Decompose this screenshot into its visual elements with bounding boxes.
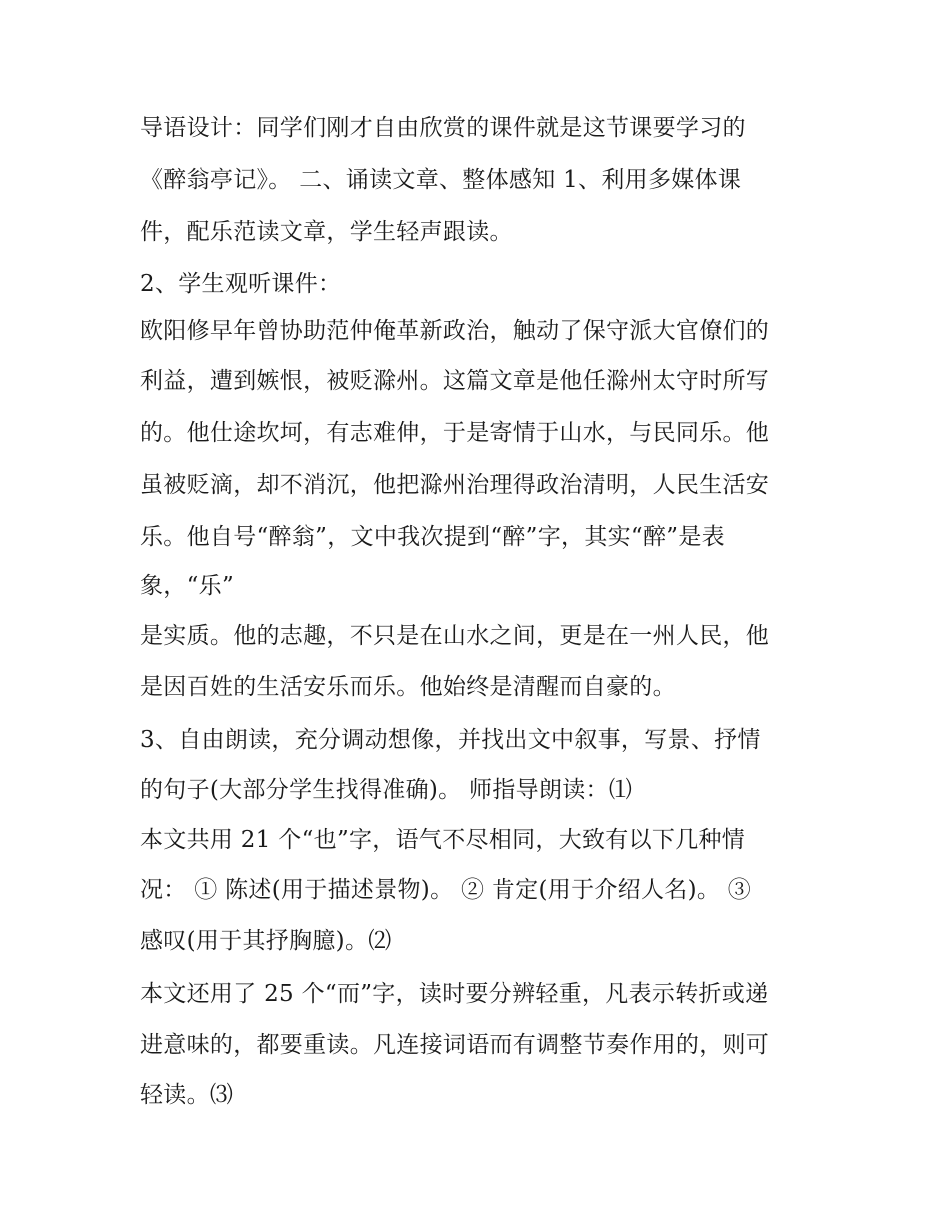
text-line-3: 件，配乐范读文章，学生轻声跟读。	[140, 219, 513, 245]
text-line-12: 是因百姓的生活安乐而乐。他始终是清醒而自豪的。	[140, 674, 676, 700]
text-line-9: 乐。他自号“醉翁”，文中我次提到“醉”字，其实“醉”是表	[140, 524, 725, 550]
text-line-17: 感叹(用于其抒胸臆)。⑵	[140, 928, 392, 954]
text-line-13: 3、自由朗读，充分调动想像，并找出文中叙事，写景、抒情	[140, 727, 761, 753]
text-line-7: 的。他仕途坎坷，有志难伸，于是寄情于山水，与民同乐。他	[140, 420, 770, 446]
text-line-8: 虽被贬滴，却不消沉，他把滁州治理得政治清明，人民生活安	[140, 472, 770, 498]
text-line-4: 2、学生观听课件：	[140, 271, 342, 297]
text-line-18: 本文还用了 25 个“而”字，读时要分辨轻重，凡表示转折或递	[140, 981, 769, 1007]
text-line-16: 况： ① 陈述(用于描述景物)。 ② 肯定(用于介绍人名)。 ③	[140, 877, 752, 903]
text-line-11: 是实质。他的志趣，不只是在山水之间，更是在一州人民，他	[140, 623, 770, 649]
text-line-20: 轻读。⑶	[140, 1082, 234, 1108]
text-line-2: 《醉翁亭记》。 二、诵读文章、整体感知 1、利用多媒体课	[140, 167, 742, 193]
text-line-10: 象，“乐”	[140, 573, 235, 599]
text-line-5: 欧阳修早年曾协助范仲俺革新政治，触动了保守派大官僚们的	[140, 318, 770, 344]
text-line-14: 的句子(大部分学生找得准确)。 师指导朗读：⑴	[140, 777, 633, 803]
text-line-1: 导语设计：同学们刚才自由欣赏的课件就是这节课要学习的	[140, 115, 746, 141]
text-line-19: 进意味的，都要重读。凡连接词语而有调整节奏作用的，则可	[140, 1032, 770, 1058]
text-line-15: 本文共用 21 个“也”字，语气不尽相同，大致有以下几种情	[140, 827, 746, 853]
text-line-6: 利益，遭到嫉恨，被贬滁州。这篇文章是他任滁州太守时所写	[140, 368, 770, 394]
